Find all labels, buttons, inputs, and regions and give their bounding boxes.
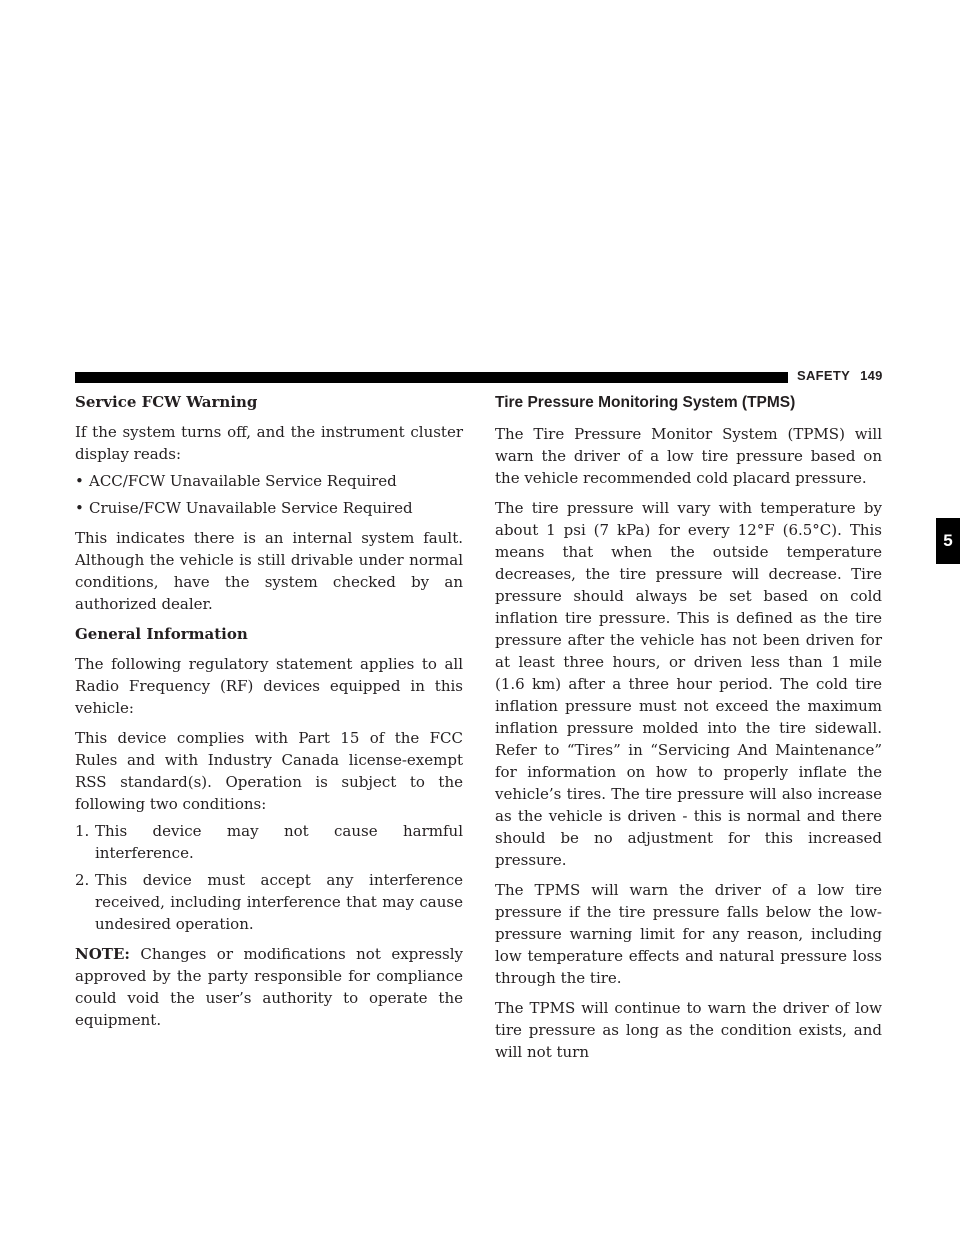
paragraph: The following regulatory statement applies to all Radio Frequency (RF) devices equipped in this vehicle: [75,655,463,717]
bullet-icon: • [75,499,84,517]
right-column [495,391,882,1063]
paragraph: If the system turns off, and the instrument cluster display reads: [75,423,463,463]
bullet-icon: • [75,472,84,490]
paragraph: This indicates there is an internal system fault. Although the vehicle is still drivable under normal conditions, have the system checked by an authorized dealer. [75,529,463,613]
header-rule [75,372,788,383]
heading-tpms: Tire Pressure Monitoring System (TPMS) [495,394,796,411]
paragraph: The Tire Pressure Monitor System (TPMS) will warn the driver of a low tire pressure based on the vehicle recommended cold placard pressure. [495,425,882,487]
note [75,943,463,1031]
paragraph: The tire pressure will vary with temperature by about 1 psi (7 kPa) for every 12°F (6.5°C). This means that when the outside temperature decreases, the tire pressure will decrease. Tire pressure should always be set based on cold inflation tire pressure. This is defined as the tire pressure after the vehicle has not been driven for at least three hours, or driven less than 1 mile (1.6 km) after a three hour period. The cold tire inflation pressure must not exceed the maximum inflation pressure molded into the tire sidewall. Refer to “Tires” in “Servicing And Maintenance” for information on how to properly inflate the vehicle’s tires. The tire pressure will also increase as the vehicle is driven - this is normal and there should be no adjustment for this increased pressure. [495,499,882,869]
list-number: 1. [75,822,90,840]
list-item [75,820,463,864]
note-text: Changes or modifications not expressly approved by the party responsible for compliance could void the user’s authority to operate the equipment. [75,945,463,1029]
section-title: SAFETY [797,368,851,383]
list-item [75,470,463,492]
list-item-text: ACC/FCW Unavailable Service Required [89,472,397,490]
paragraph: The TPMS will continue to warn the driver of low tire pressure as long as the condition exists, and will not turn [495,999,882,1061]
list-item-text: This device may not cause harmful interference. [95,822,463,862]
chapter-tab: 5 [936,518,960,564]
list-number: 2. [75,871,90,889]
heading-general-information: General Information [75,625,248,643]
list-item [75,869,463,935]
list-item-text: Cruise/FCW Unavailable Service Required [89,499,413,517]
note-label: NOTE: [75,945,130,963]
list-item-text: This device must accept any interference received, including interference that may cause undesired operation. [95,871,463,933]
page-number: 149 [860,368,883,383]
running-header [797,368,883,383]
paragraph: The TPMS will warn the driver of a low tire pressure if the tire pressure falls below the low-pressure warning limit for any reason, including low temperature effects and natural pressure loss through the tire. [495,881,882,987]
heading-service-fcw-warning: Service FCW Warning [75,393,258,411]
left-column [75,391,463,1031]
paragraph: This device complies with Part 15 of the FCC Rules and with Industry Canada license-exempt RSS standard(s). Operation is subject to the following two conditions: [75,729,463,813]
list-item [75,497,463,519]
